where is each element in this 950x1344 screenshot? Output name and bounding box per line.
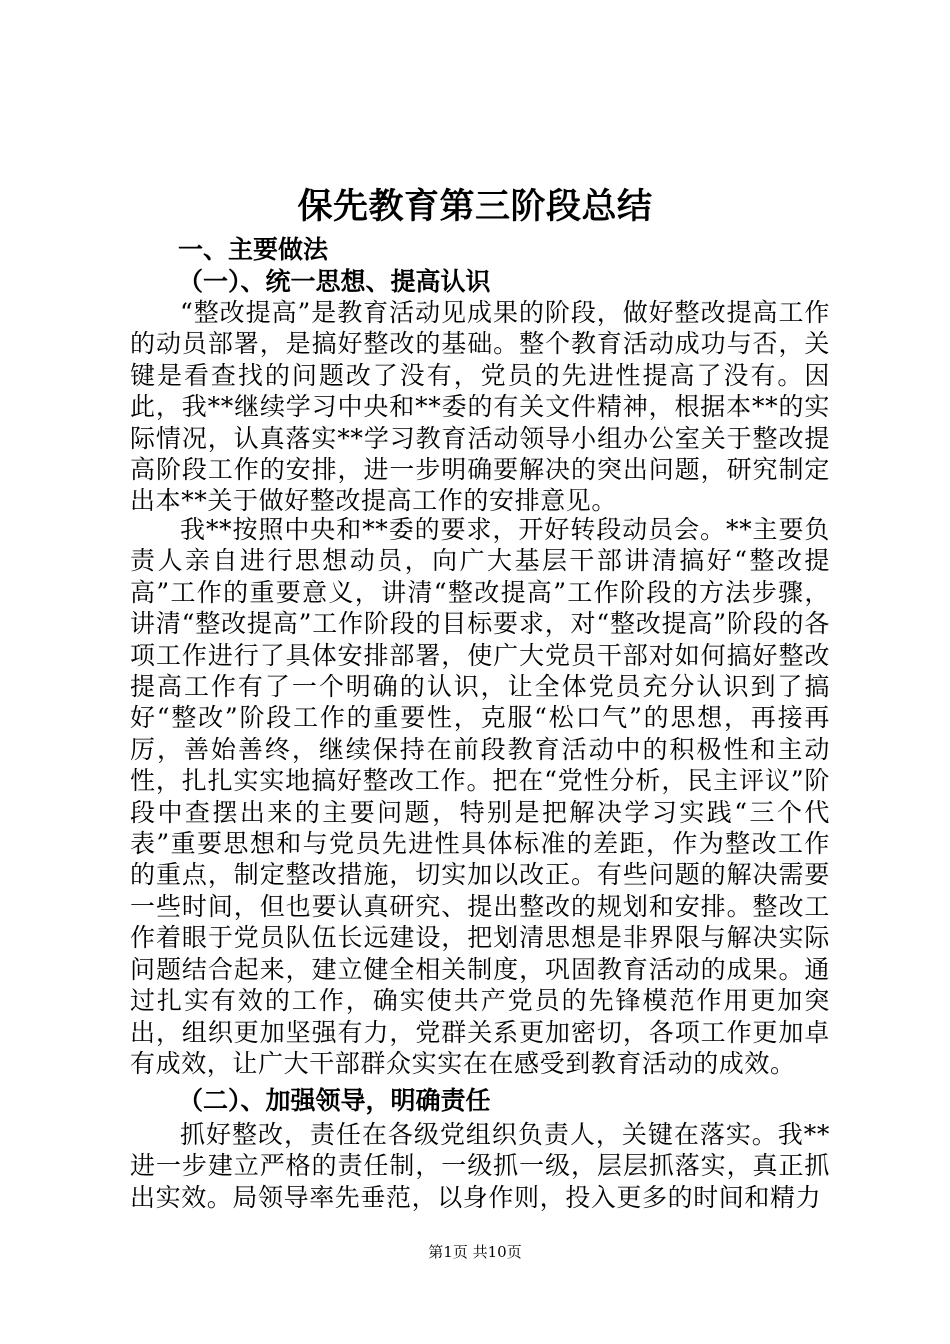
- document-title: 保先教育第三阶段总结: [297, 187, 653, 227]
- section-heading-main-methods: 一、主要做法: [178, 235, 329, 264]
- body-paragraph-2: 我**按照中央和**委的要求，开好转段动员会。**主要负责人亲自进行思想动员，向广大基层干部讲清搞好“整改提高”工作的重要意义，讲清“整改提高”工作阶段的方法步骤，讲清“整改提高”工作阶段的目标要求，对“整改提高”阶段的各项工作进行了具体安排部署，使广大党员干部对如何搞好整改提高工作有了一个明确的认识，让全体党员充分认识到了搞好“整改”阶段工作的重要性，克服“松口气”的思想，再接再厉，善始善终，继续保持在前段教育活动中的积极性和主动性，扎扎实实地搞好整改工作。把在“党性分析，民主评议”阶段中查摆出来的主要问题，特别是把解决学习实践“三个代表”重要思想和与党员先进性具体标准的差距，作为整改工作的重点，制定整改措施，切实加以改正。有些问题的解决需要一些时间，但也要认真研究、提出整改的规划和安排。整改工作着眼于党员队伍长远建设，把划清思想是非界限与解决实际问题结合起来，建立健全相关制度，巩固教育活动的成果。通过扎实有效的工作，确实使共产党员的先锋模范作用更加突出，组织更加坚强有力，党群关系更加密切，各项工作更加卓有成效，让广大干部群众实实在在感受到教育活动的成效。: [130, 515, 830, 1078]
- body-paragraph-3: 抓好整改，责任在各级党组织负责人，关键在落实。我**进一步建立严格的责任制，一级抓一级，层层抓落实，真正抓出实效。局领导率先垂范，以身作则，投入更多的时间和精力: [130, 1120, 830, 1212]
- body-paragraph-1: “整改提高”是教育活动见成果的阶段，做好整改提高工作的动员部署，是搞好整改的基础。整个教育活动成功与否，关键是看查找的问题改了没有，党员的先进性提高了没有。因此，我**继续学习中央和**委的有关文件精神，根据本**的实际情况，认真落实**学习教育活动领导小组办公室关于整改提高阶段工作的安排，进一步明确要解决的突出问题，研究制定出本**关于做好整改提高工作的安排意见。: [130, 298, 830, 516]
- subsection-heading-unify-thinking: （一）、统一思想、提高认识: [178, 267, 491, 296]
- subsection-heading-strengthen-leadership: （二）、加强领导，明确责任: [178, 1086, 491, 1115]
- page-footer: 第1页 共10页: [428, 1243, 522, 1261]
